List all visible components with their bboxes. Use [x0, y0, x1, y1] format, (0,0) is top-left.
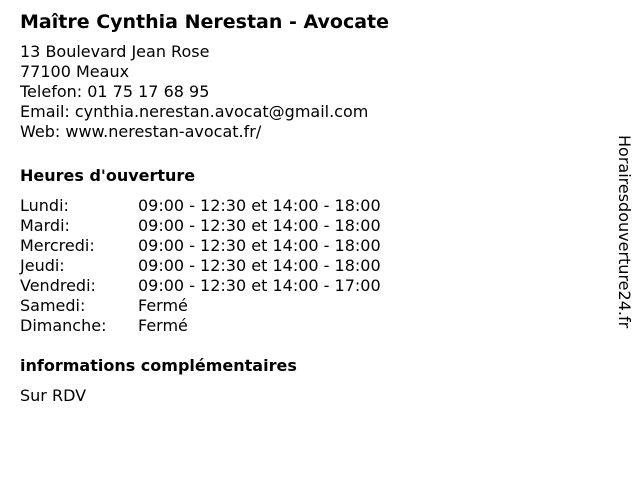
day-hours: 09:00 - 12:30 et 14:00 - 18:00 — [138, 216, 381, 235]
phone-line: Telefon: 01 75 17 68 95 — [20, 82, 210, 101]
day-hours: 09:00 - 12:30 et 14:00 - 18:00 — [138, 236, 381, 255]
business-card — [20, 10, 600, 406]
day-label: Samedi: — [20, 296, 86, 315]
day-hours: 09:00 - 12:30 et 14:00 - 17:00 — [138, 276, 381, 295]
day-label: Vendredi: — [20, 276, 96, 295]
hours-row-wednesday — [20, 236, 381, 256]
hours-row-saturday — [20, 296, 381, 316]
hours-row-thursday — [20, 256, 381, 276]
day-hours: 09:00 - 12:30 et 14:00 - 18:00 — [138, 196, 381, 215]
additional-info-heading: informations complémentaires — [20, 356, 297, 375]
site-watermark: Horairesdouverture24.fr — [615, 135, 634, 329]
email-line: Email: cynthia.nerestan.avocat@gmail.com — [20, 102, 369, 121]
day-label: Dimanche: — [20, 316, 107, 335]
web-line: Web: www.nerestan-avocat.fr/ — [20, 122, 262, 141]
address-city: 77100 Meaux — [20, 62, 130, 81]
hours-row-monday — [20, 196, 381, 216]
day-hours: Fermé — [138, 296, 188, 315]
opening-hours-heading: Heures d'ouverture — [20, 166, 196, 185]
hours-row-sunday — [20, 316, 381, 336]
address-street: 13 Boulevard Jean Rose — [20, 42, 210, 61]
business-title: Maître Cynthia Nerestan - Avocate — [20, 11, 390, 33]
additional-info-text: Sur RDV — [20, 386, 87, 405]
day-label: Jeudi: — [20, 256, 65, 275]
hours-row-friday — [20, 276, 381, 296]
day-label: Mercredi: — [20, 236, 95, 255]
day-label: Mardi: — [20, 216, 70, 235]
opening-hours-table — [20, 196, 381, 336]
day-hours: Fermé — [138, 316, 188, 335]
hours-row-tuesday — [20, 216, 381, 236]
day-hours: 09:00 - 12:30 et 14:00 - 18:00 — [138, 256, 381, 275]
day-label: Lundi: — [20, 196, 69, 215]
